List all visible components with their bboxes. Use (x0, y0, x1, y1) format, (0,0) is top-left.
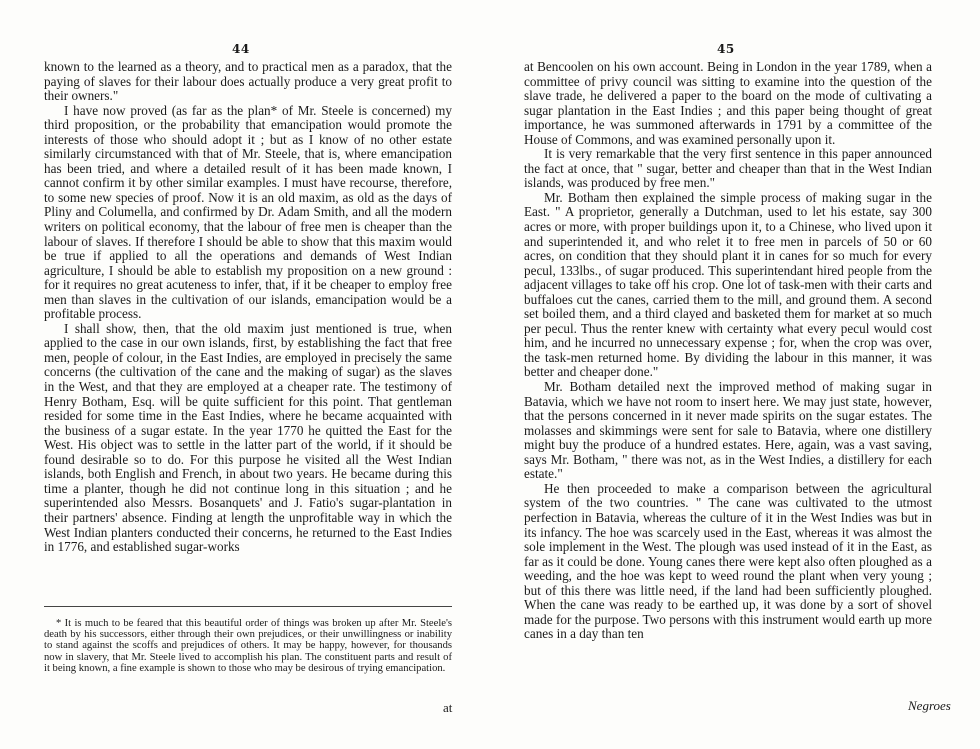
paragraph: Mr. Botham detailed next the improved method of making sugar in Batavia, which we have not room to insert here. We may just state, however, that the persons concerned in it never made spirits on the sugar estates. The molasses and skimmings were sent for sale to Batavia, where one distillery might buy the produce of a hundred estates. Here, again, was a vast saving, says Mr. Botham, " there was not, as in the West Indies, a distillery for each estate." (524, 379, 932, 482)
footnote (44, 618, 452, 674)
paragraph: I shall show, then, that the old maxim just mentioned is true, when applied to the case in our own islands, first, by establishing the fact that free men, people of colour, in the East Indies, are employed in precisely the same concerns (the cultivation of the cane and the making of sugar) as the slaves in the West, and that they are employed at a cheaper rate. The testimony of Henry Botham, Esq. will be quite sufficient for this point. That gentleman resided for some time in the East Indies, where he became acquainted with the business of a sugar estate. In the year 1770 he quitted the East for the West. His object was to settle in the latter part of the world, if it should be found desirable so to do. For this purpose he visited all the West Indian islands, both English and French, in about two years. He became during this time a planter, though he did not continue long in this situation ; and he superintended also Messrs. Bosanquets' and J. Fatio's sugar-plantation in their partners' absence. Finding at length the unprofitable way in which the West Indian planters conducted their concerns, he returned to the East Indies in 1776, and established sugar-works (44, 320, 452, 555)
paragraph: Mr. Botham then explained the simple process of making sugar in the East. " A proprietor, generally a Dutchman, used to let his estate, say 300 acres or more, with proper buildings upon it, to a Chinese, who lived upon it and superintended it, and who relet it to free men in parcels of 50 or 60 acres, on condition that they should plant it in canes for so much for every pecul, 133lbs., of sugar produced. This superintendant hired people from the adjacent villages to take off his crop. One lot of task-men with their carts and buffaloes cut the canes, carried them to the mill, and ground them. A second set boiled them, and a third clayed and basketed them for market at so much per pecul. Thus the renter knew with certainty what every pecul would cost him, and he incurred no unnecessary expense ; for, when the crop was over, the task-men returned home. By dividing the labour in this manner, it was better and cheaper done." (524, 189, 932, 380)
page-number: 45 (717, 42, 735, 56)
paragraph: known to the learned as a theory, and to practical men as a paradox, that the paying of slaves for their labour does actually produce a very great profit to their owners." (44, 59, 452, 104)
paragraph: It is very remarkable that the very first sentence in this paper announced the fact at once, that " sugar, better and cheaper than that in the West Indian islands, was produced by free men." (524, 146, 932, 191)
page-number: 44 (232, 42, 250, 56)
body-text (524, 60, 932, 642)
catchword: at (443, 700, 453, 715)
paragraph: I have now proved (as far as the plan* of Mr. Steele is concerned) my third proposition, or the probability that emancipation would promote the interests of those who should adopt it ; but as I know of no other estate similarly circumstanced with that of Mr. Steele, that is, where emancipation has been tried, and where a detailed result of it has been made known, I cannot confirm it by other similar examples. I must have recourse, therefore, to some new species of proof. Now it is an old maxim, as old as the days of Pliny and Columella, and confirmed by Dr. Adam Smith, and all the modern writers on political economy, that the labour of free men is cheaper than the labour of slaves. If therefore I should be able to show that this maxim would be true if applied to all the operations and demands of West Indian agriculture, I should be able to establish my proposition on a new ground : for it requires no great acuteness to infer, that, if it be cheaper to employ free men than slaves in the cultivation of our islands, emancipation would be a profitable process. (44, 102, 452, 322)
footnote-divider (44, 606, 452, 607)
paragraph: at Bencoolen on his own account. Being in London in the year 1789, when a committee of privy council was sitting to examine into the question of the slave trade, he delivered a paper to the board on the mode of cultivating a sugar plantation in the East Indies ; and this paper being thought of great importance, he was summoned afterwards in 1791 by a committee of the House of Commons, and was examined personally upon it. (524, 59, 932, 147)
footnote-text: * It is much to be feared that this beautiful order of things was broken up after Mr. Steele's death by his successors, either through their own prejudices, or their unwillingness or inability to stand against the scoffs and prejudices of others. It may be happy, however, for thousands now in slavery, that Mr. Steele lived to accomplish his plan. The constituent parts and result of it being known, a fine example is shown to those who may be desirous of trying emancipation. (44, 618, 452, 674)
right-page (490, 0, 980, 749)
paragraph: He then proceeded to make a comparison between the agricultural system of the two countries. " The cane was cultivated to the utmost perfection in Batavia, whereas the culture of it in the West Indies was but in its infancy. The hoe was scarcely used in the East, whereas it was almost the sole implement in the West. The plough was used instead of it in the East, as far as it could be done. Young canes there were kept also often ploughed as a weeding, and the hoe was kept to weed round the plant when very young ; but of this there was little need, if the land had been sufficiently ploughed. When the cane was ready to be earthed up, it was done by a sort of shovel made for the purpose. Two persons with this instrument would earth up more canes in a day than ten (524, 480, 932, 642)
catchword: Negroes (908, 698, 951, 713)
body-text (44, 60, 452, 555)
